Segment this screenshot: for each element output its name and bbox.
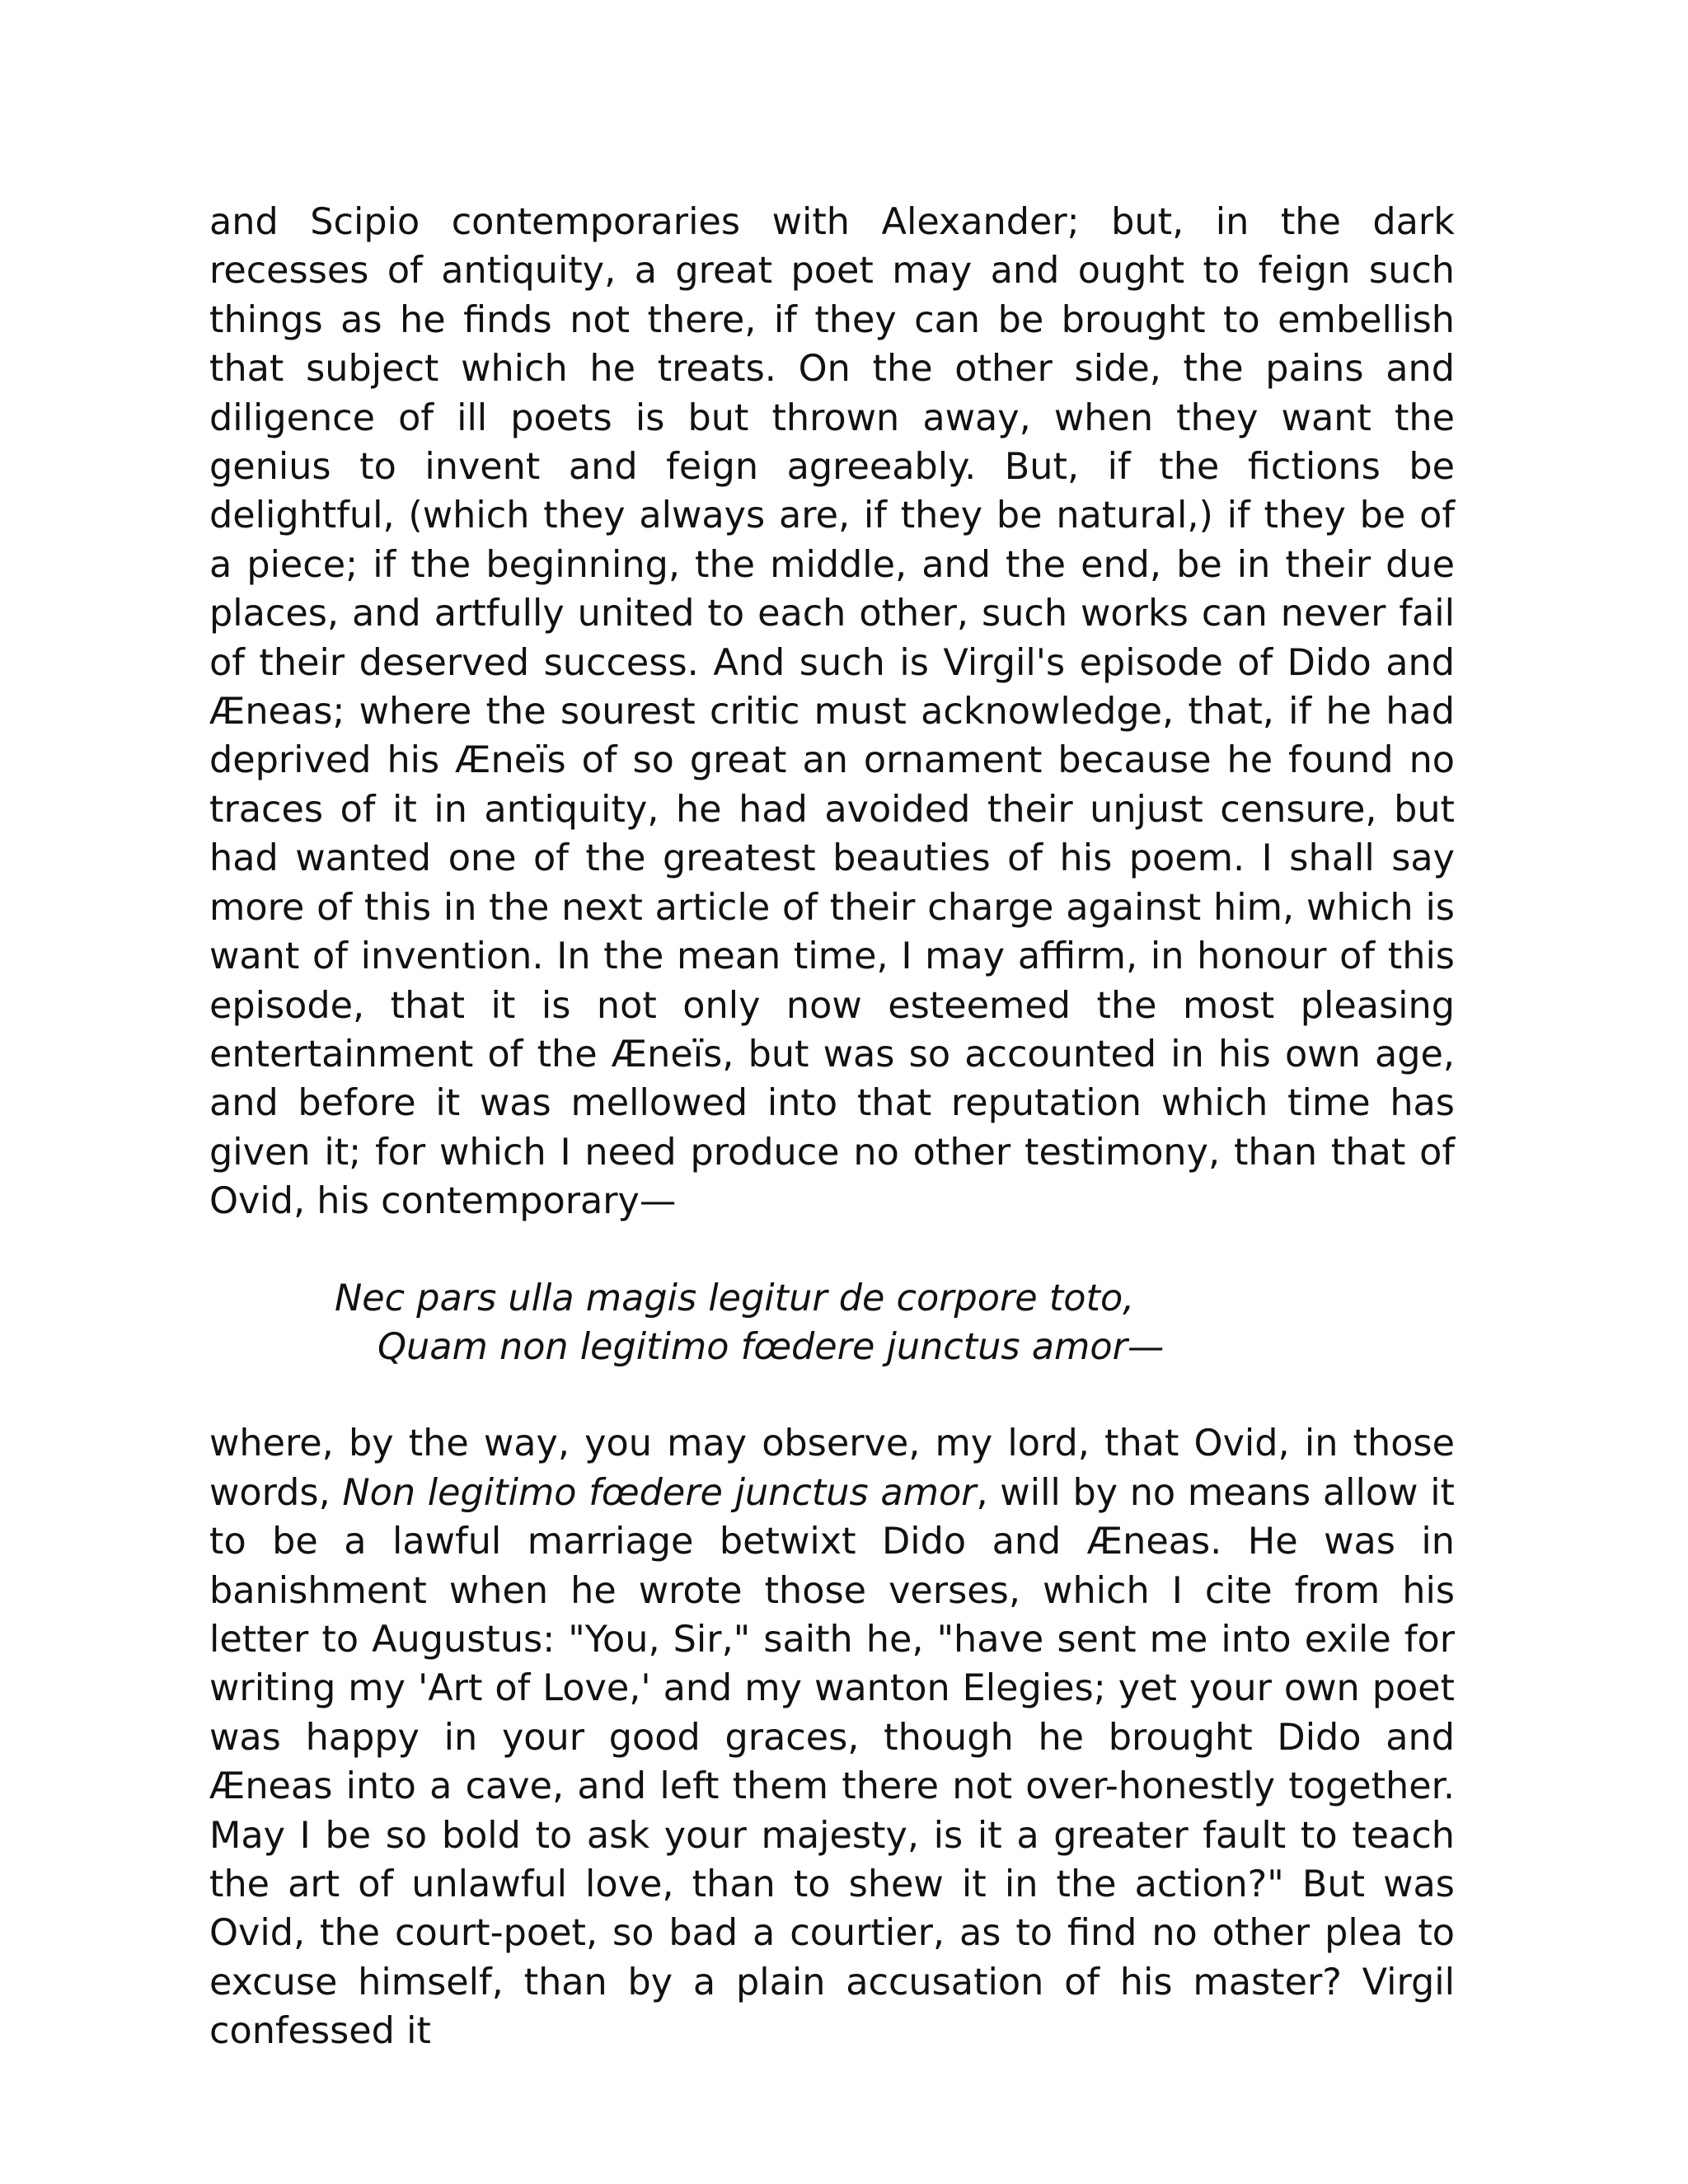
- paragraph-text: , will by no means allow it to be a lawful marriage betwixt Dido and Æneas. He was in banishment when he wrote those verses, which I cite from his letter to Augustus: "You, Sir," saith he, "have sent me into exile for writing my 'Art of Love,' and my wanton Elegies; yet your own poet was happy in your good graces, though he brought Dido and Æneas into a cave, and left them there not over-honestly together. May I be so bold to ask your majesty, is it a greater fault to teach the art of unlawful love, than to shew it in the action?" But was Ovid, the court-poet, so bad a courtier, as to find no other plea to excuse himself, than by a plain accusation of his master? Virgil confessed it: [209, 1471, 1456, 2053]
- verse-quotation: [335, 1274, 1455, 1372]
- paragraph: [209, 1419, 1455, 2055]
- verse-line: Nec pars ulla magis legitur de corpore toto,: [335, 1277, 1135, 1319]
- paragraph: and Scipio contemporaries with Alexander; but, in the dark recesses of antiquity, a great poet may and ought to feign such things as he finds not there, if they can be brought to embellish that subject which he treats. On the other side, the pains and diligence of ill poets is but thrown away, when they want the genius to invent and feign agreeably. But, if the fictions be delightful, (which they always are, if they be natural,) if they be of a piece; if the beginning, the middle, and the end, be in their due places, and artfully united to each other, such works can never fail of their deserved success. And such is Virgil's episode of Dido and Æneas; where the sourest critic must acknowledge, that, if he had deprived his Æneïs of so great an ornament because he found no traces of it in antiquity, he had avoided their unjust censure, but had wanted one of the greatest beauties of his poem. I shall say more of this in the next article of their charge against him, which is want of invention. In the mean time, I may affirm, in honour of this episode, that it is not only now esteemed the most pleasing entertainment of the Æneïs, but was so accounted in his own age, and before it was mellowed into that reputation which time has given it; for which I need produce no other testimony, than that of Ovid, his contemporary—: [209, 201, 1455, 1223]
- document-page: [209, 198, 1455, 2056]
- verse-line: Quam non legitimo fœdere junctus amor—: [377, 1325, 1165, 1368]
- paragraph-text: where, by the way, you may observe, my lord, that Ovid, in those words,: [209, 1422, 1455, 1514]
- latin-quotation: Non legitimo fœdere junctus amor: [342, 1471, 977, 1514]
